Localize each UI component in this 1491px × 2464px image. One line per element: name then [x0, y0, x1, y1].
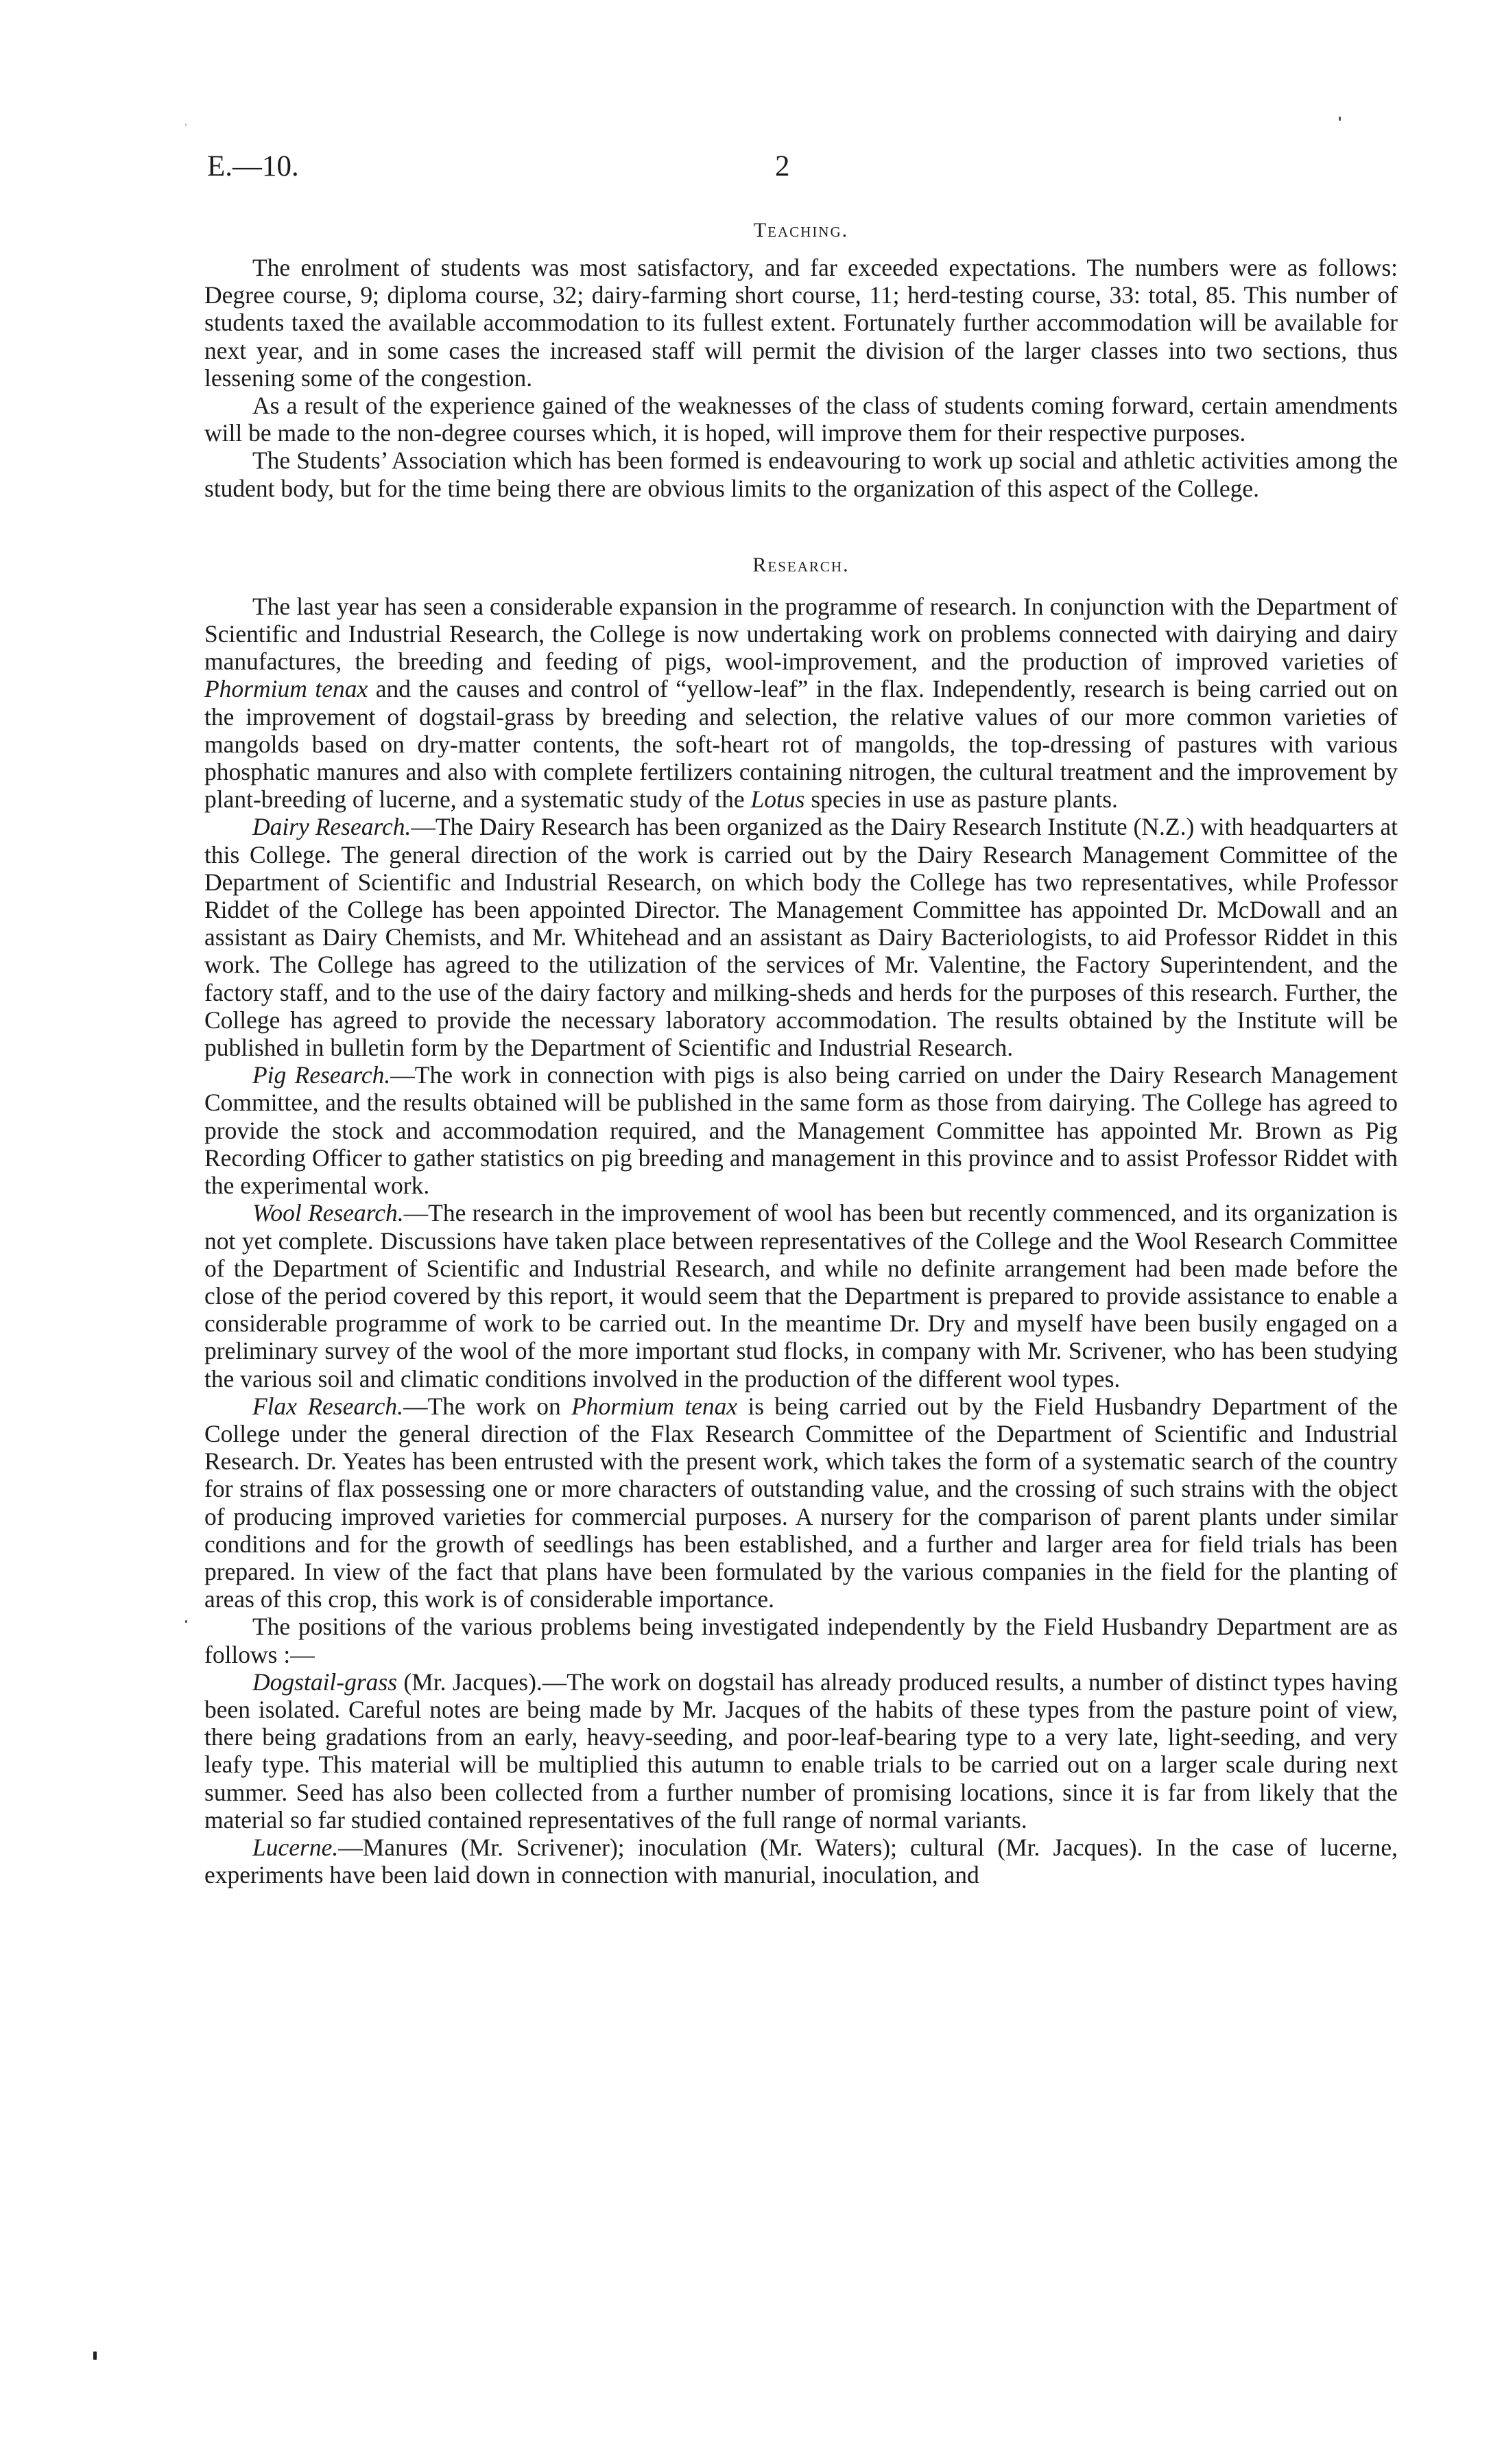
teaching-paragraph: The enrolment of students was most satisfactory, and far exceeded expectations. The numbers were as follows: Degree course, 9; diploma course, 32; dairy-farming short course, 11; herd-testing course, 33: total, 85. This number of students taxed the available accommodation to its fullest extent. Fortunately further accommodation will be available for next year, and in some cases the increased staff will permit the division of the larger classes into two sections, thus lessening some of the congestion. [204, 254, 1398, 392]
positions-paragraph: The positions of the various problems being investigated independently by the Field Husbandry Department are as follows :— [204, 1613, 1398, 1668]
scan-mark [185, 123, 187, 126]
pig-research-paragraph: Pig Research.—The work in connection with pigs is also being carried on under the Dairy Research Management Committee, and the results obtained will be published in the same form as those from dairying. The College has agreed to provide the stock and accommodation required, and the Management Committee has appointed Mr. Brown as Pig Recording Officer to gather statistics on pig breeding and management in this province and to assist Professor Riddet with the experimental work. [204, 1061, 1398, 1200]
section-heading-research: Research. [752, 553, 850, 576]
wool-research-paragraph: Wool Research.—The research in the improvement of wool has been but recently commenced, and its organization is not yet complete. Discussions have taken place between representatives of the College and the Wool Research Committee of the Department of Scientific and Industrial Research, and while no definite arrangement had been made before the close of the period covered by this report, it would seem that the Department is prepared to provide assistance to enable a considerable programme of work to be carried out. In the meantime Dr. Dry and myself have been busily engaged on a preliminary survey of the wool of the more important stud flocks, in company with Mr. Scrivener, who has been studying the various soil and climatic conditions involved in the production of the different wool types. [204, 1199, 1398, 1393]
page-header [207, 150, 1400, 191]
teaching-paragraph: As a result of the experience gained of the weaknesses of the class of students coming forward, certain amendments will be made to the non-degree courses which, it is hoped, will improve them for their respective purposes. [204, 392, 1398, 447]
page-number: 2 [775, 150, 790, 182]
dogstail-paragraph: Dogstail-grass (Mr. Jacques).—The work on dogstail has already produced results, a number of distinct types having been isolated. Careful notes are being made by Mr. Jacques of the habits of these types from the pasture point of view, there being gradations from an early, heavy-seeding, and poor-leaf-bearing type to a very late, light-seeding, and very leafy type. This material will be multiplied this autumn to enable trials to be carried out on a larger scale during next summer. Seed has also been collected from a further number of promising locations, since it is far from likely that the material so far studied contained representatives of the full range of normal variants. [204, 1668, 1398, 1834]
lucerne-paragraph: Lucerne.—Manures (Mr. Scrivener); inoculation (Mr. Waters); cultural (Mr. Jacques). In the case of lucerne, experiments have been laid down in connection with manurial, inoculation, and [204, 1833, 1398, 1889]
flax-research-paragraph: Flax Research.—The work on Phormium tenax is being carried out by the Field Husbandry Department of the College under the general direction of the Flax Research Committee of the Department of Scientific and Industrial Research. Dr. Yeates has been entrusted with the present work, which takes the form of a systematic search of the country for strains of flax possessing one or more characters of outstanding value, and the crossing of such strains with the object of producing improved varieties for commercial purposes. A nursery for the comparison of parent plants under similar conditions and for the growth of seedlings has been established, and a further and larger area for field trials has been prepared. In view of the fact that plans have been formulated by the various companies in the field for the planting of areas of this crop, this work is of considerable importance. [204, 1392, 1398, 1613]
pig-research-lead: Pig Research. [252, 1061, 391, 1089]
page-body [204, 217, 1398, 1888]
dairy-research-lead: Dairy Research. [252, 813, 411, 841]
document-reference: E.—10. [207, 150, 299, 182]
research-intro-paragraph: The last year has seen a considerable expansion in the programme of research. In conjunction with the Department of Scientific and Industrial Research, the College is now undertaking work on problems connected with dairying and dairy manufactures, the breeding and feeding of pigs, wool-improvement, and the production of improved varieties of Phormium tenax and the causes and control of “yellow-leaf” in the flax. Independently, research is being carried out on the improvement of dogstail-grass by breeding and selection, the relative values of our more common varieties of mangolds based on dry-matter contents, the soft-heart rot of mangolds, the top-dressing of pastures with various phosphatic manures and also with complete fertilizers containing nitrogen, the cultural treatment and the improvement by plant-breeding of lucerne, and a systematic study of the Lotus species in use as pasture plants. [204, 592, 1398, 814]
scan-mark [185, 1620, 187, 1623]
lucerne-lead: Lucerne. [252, 1833, 339, 1861]
scan-mark [93, 2352, 97, 2360]
flax-research-lead: Flax Research. [252, 1392, 403, 1420]
dogstail-lead: Dogstail-grass [252, 1668, 398, 1696]
dairy-research-paragraph: Dairy Research.—The Dairy Research has been organized as the Dairy Research Institute (N.Z.) with headquarters at this College. The general direction of the work is carried out by the Dairy Research Management Committee of the Department of Scientific and Industrial Research, on which body the College has two representatives, while Professor Riddet of the College has been appointed Director. The Management Committee has appointed Dr. McDowall and an assistant as Dairy Chemists, and Mr. Whitehead and an assistant as Dairy Bacteriologists, to aid Professor Riddet in this work. The College has agreed to the utilization of the services of Mr. Valentine, the Factory Superintendent, and the factory staff, and to the use of the dairy factory and milking-sheds and herds for the purposes of this research. Further, the College has agreed to provide the necessary laboratory accommodation. The results obtained by the Institute will be published in bulletin form by the Department of Scientific and Industrial Research. [204, 813, 1398, 1062]
teaching-paragraph: The Students’ Association which has been formed is endeavouring to work up social and athletic activities among the student body, but for the time being there are obvious limits to the organization of this aspect of the College. [204, 447, 1398, 502]
wool-research-lead: Wool Research. [252, 1199, 404, 1227]
section-heading-teaching: Teaching. [753, 219, 849, 241]
scan-mark [1339, 117, 1341, 121]
